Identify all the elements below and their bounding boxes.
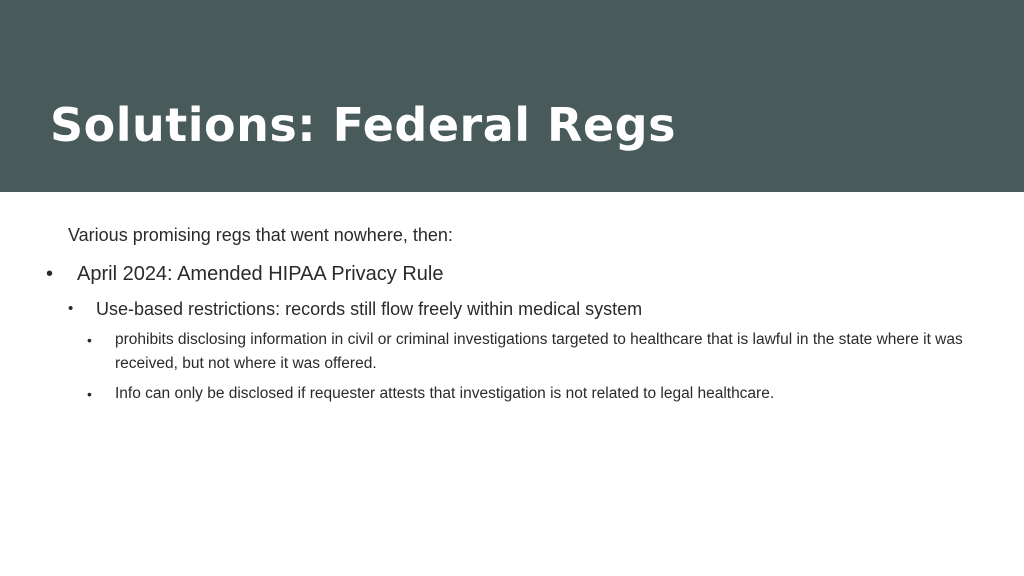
bullet-marker: • <box>68 300 74 317</box>
bullet-marker: • <box>46 263 54 285</box>
bullet-level1: April 2024: Amended HIPAA Privacy Rule <box>77 263 444 285</box>
bullet-level2: Use-based restrictions: records still flow freely within medical system <box>96 299 643 319</box>
title-band <box>0 0 1024 192</box>
bullet-marker: • <box>87 332 92 348</box>
slide-title: Solutions: Federal Regs <box>50 98 676 152</box>
intro-text: Various promising regs that went nowhere, then: <box>68 225 453 245</box>
bullet-marker: • <box>87 386 92 402</box>
bullet-level3-attestation: Info can only be disclosed if requester attests that investigation is not related to legal healthcare. <box>115 385 775 402</box>
bullet-level3-disclosure-prohibition: prohibits disclosing information in civil or criminal investigations targeted to healthcare that is lawful in the state where it was received, but not where it was offered. <box>115 331 963 372</box>
